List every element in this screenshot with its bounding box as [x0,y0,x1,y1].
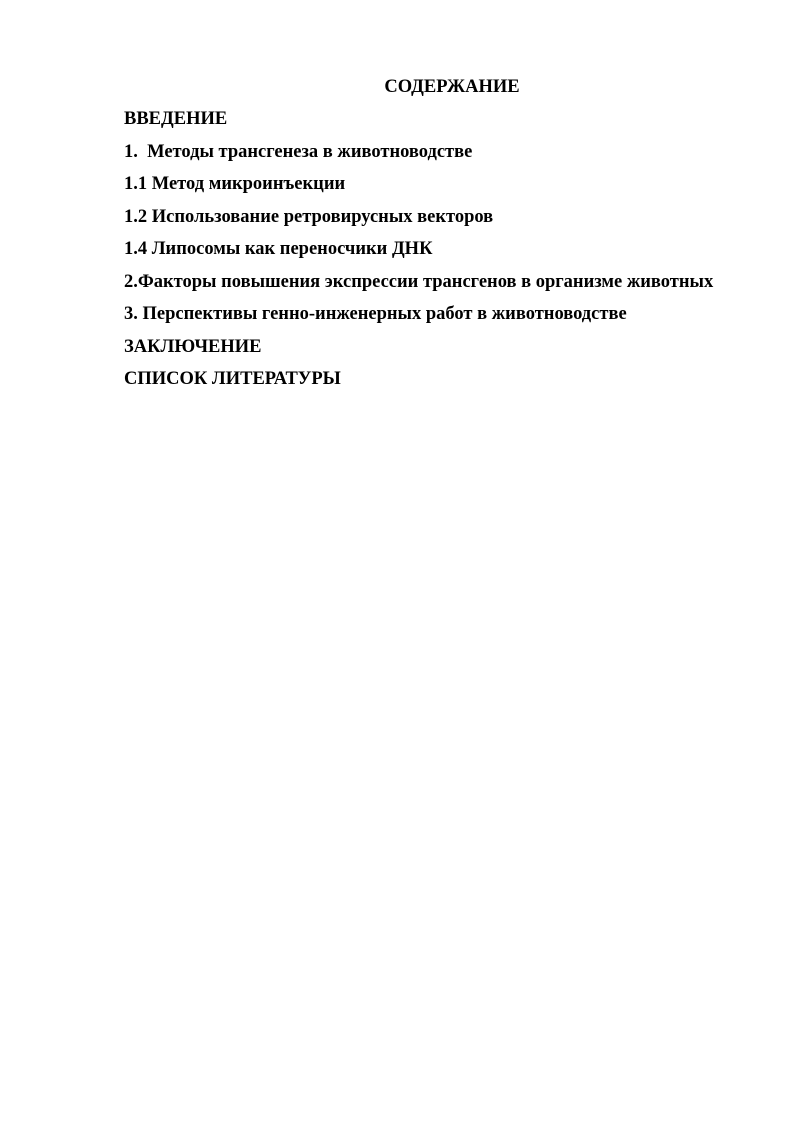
toc-entry-conclusion: ЗАКЛЮЧЕНИЕ [124,336,262,357]
toc-list [124,108,713,401]
toc-entry-section-1-2: 1.2 Использование ретровирусных векторов [124,206,494,227]
toc-entry-section-1-4: 1.4 Липосомы как переносчики ДНК [124,239,433,259]
toc-entry-section-3: 3. Перспективы генно-инженерных работ в животноводстве [124,304,627,324]
toc-entry-introduction: ВВЕДЕНИЕ [124,109,228,129]
toc-title: СОДЕРЖАНИЕ [384,77,520,97]
toc-entry-section-1-1: 1.1 Метод микроинъекции [124,174,346,194]
toc-entry-section-1: 1. Методы трансгенеза в животноводстве [124,141,473,162]
toc-entry-references: СПИСОК ЛИТЕРАТУРЫ [124,369,341,389]
toc-entry-section-2: 2.Факторы повышения экспрессии трансгенов в организме животных [124,271,714,292]
